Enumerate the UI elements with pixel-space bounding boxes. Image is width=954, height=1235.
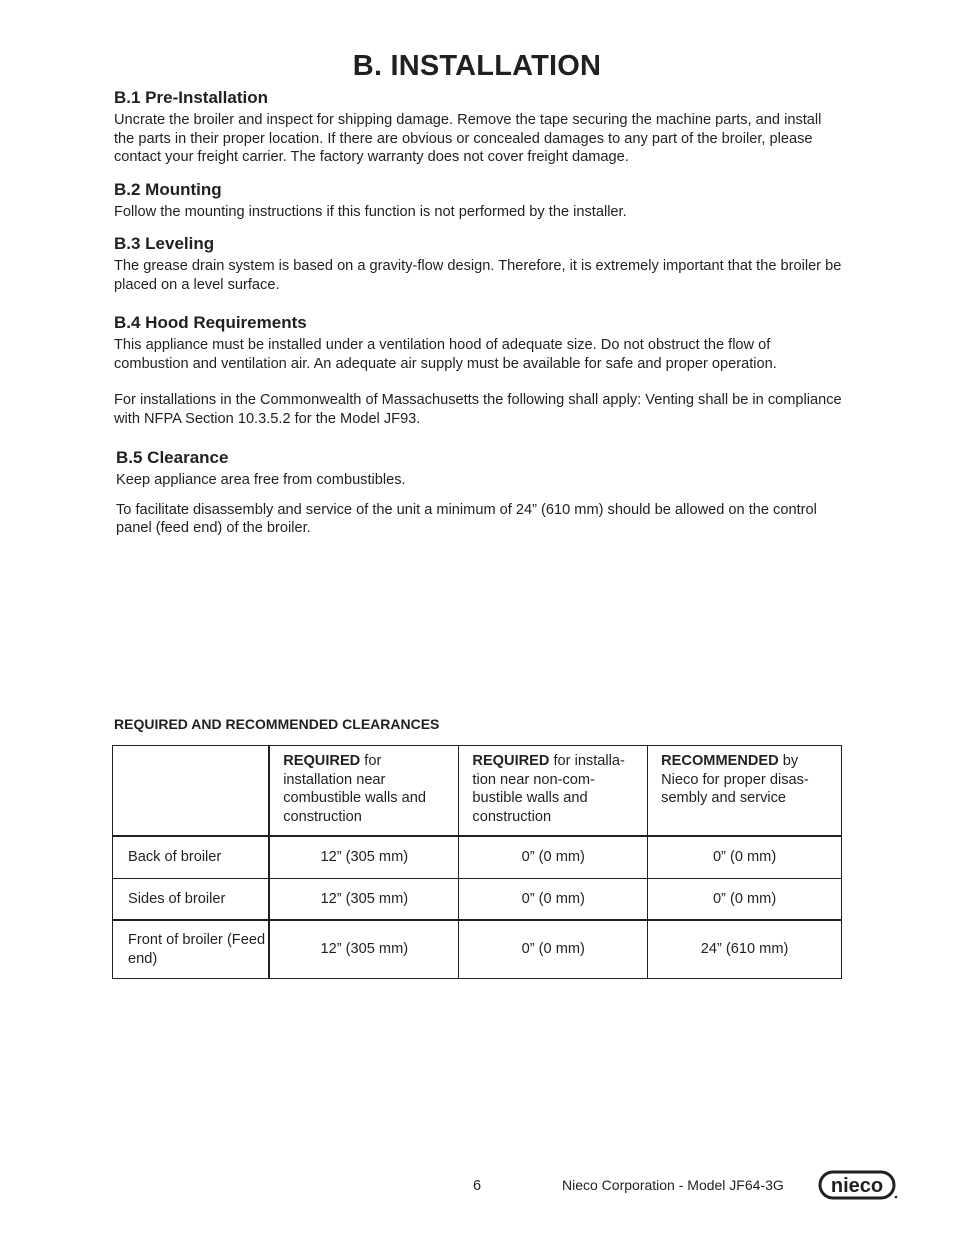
table-row [113,879,842,921]
row-label: Back of broiler [113,836,270,879]
table-cell: 0” (0 mm) [648,879,842,921]
table-header-cell [459,746,648,837]
section-paragraph: Keep appliance area free from combustibles. [116,472,406,488]
header-text: by Nieco for proper disas-sembly and service [661,753,809,806]
section-paragraph: For installations in the Commonwealth of Massachusetts the following shall apply: Venting shall be in compliance with NFPA Section 10.3.5.2 for the Model JF93. [114,392,842,427]
logo-text: nieco [830,1175,884,1197]
section-paragraph: To facilitate disassembly and service of the unit a minimum of 24” (610 mm) should be allowed on the control panel (feed end) of the broiler. [116,501,817,536]
header-text: for installa-tion near non-com-bustible walls and construction [472,753,625,825]
section-pre-installation [114,88,844,167]
header-bold-text: REQUIRED [472,753,550,769]
section-heading: B.2 Mounting [114,180,222,199]
table-header-cell [648,746,842,837]
section-clearance [116,448,846,538]
section-paragraph: This appliance must be installed under a ventilation hood of adequate size. Do not obstruct the flow of combustion and ventilation air. An adequate air supply must be available for safe and proper operation. [114,337,777,372]
section-heading: B.3 Leveling [114,234,215,253]
section-paragraph: Uncrate the broiler and inspect for shipping damage. Remove the tape securing the machine parts, and install the parts in their proper location. If there are obvious or concealed damages to any part of the broiler, please contact your freight carrier. The factory warranty does not cover freight damage. [114,112,822,165]
row-label: Front of broiler (Feed end) [113,920,270,979]
section-heading: B.1 Pre-Installation [114,88,268,107]
table-cell: 12” (305 mm) [269,879,459,921]
page-number: 6 [472,1178,482,1194]
section-paragraph: The grease drain system is based on a gravity-flow design. Therefore, it is extremely important that the broiler be placed on a level surface. [114,258,842,293]
table-cell: 0” (0 mm) [459,879,648,921]
section-leveling [114,234,844,294]
row-label: Sides of broiler [113,879,270,921]
table-header-blank [113,746,270,837]
nieco-logo [818,1169,898,1201]
section-mounting [114,180,844,222]
section-heading: B.4 Hood Requirements [114,313,307,332]
footer-model-text: Nieco Corporation - Model JF64-3G [562,1177,784,1193]
header-bold-text: REQUIRED [283,753,361,769]
section-hood-requirements [114,313,844,428]
section-heading: B.5 Clearance [116,448,229,467]
table-cell: 0” (0 mm) [648,836,842,879]
table-row [113,920,842,979]
section-paragraph: Follow the mounting instructions if this function is not performed by the installer. [114,204,627,220]
header-text: for installation near combustible walls and construction [283,753,426,825]
table-header-row [113,746,842,837]
table-cell: 12” (305 mm) [269,920,459,979]
clearances-table [112,745,842,979]
table-cell: 0” (0 mm) [459,836,648,879]
table-header-cell [269,746,459,837]
page-title: B. INSTALLATION [352,50,602,82]
table-cell: 0” (0 mm) [459,920,648,979]
table-cell: 12” (305 mm) [269,836,459,879]
table-caption: REQUIRED AND RECOMMENDED CLEARANCES [114,716,440,732]
header-bold-text: RECOMMENDED [661,753,779,769]
table-row [113,836,842,879]
table-cell: 24” (610 mm) [648,920,842,979]
